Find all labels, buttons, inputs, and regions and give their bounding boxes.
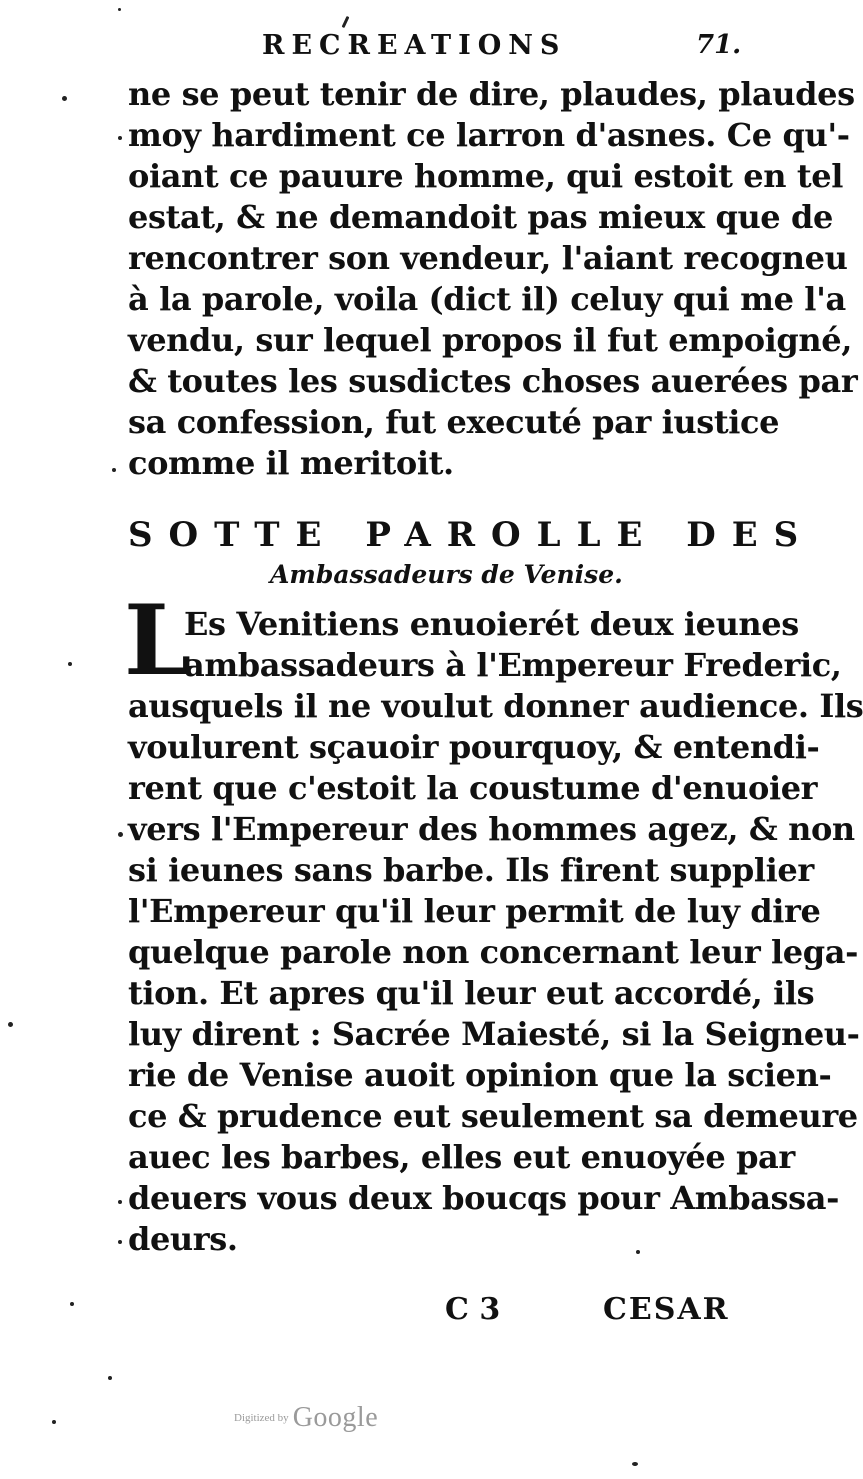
drop-cap: L: [124, 584, 192, 697]
scan-speck: [8, 1022, 13, 1027]
text-line: l'Empereur qu'il leur permit de luy dire: [128, 892, 821, 930]
text-line: deuers vous deux boucqs pour Ambassa-: [128, 1179, 839, 1217]
google-logo: Google: [292, 1402, 379, 1433]
section-subtitle: Ambassadeurs de Venise.: [270, 560, 623, 589]
scan-speck: [118, 832, 123, 837]
scan-speck: [62, 96, 67, 101]
text-line: à la parole, voila (dict il) celuy qui me l'a: [128, 280, 846, 318]
text-line: moy hardiment ce larron d'asnes. Ce qu'-: [128, 116, 850, 154]
text-line: rencontrer son vendeur, l'aiant recogneu: [128, 239, 848, 277]
catchword: CESAR: [603, 1292, 730, 1327]
scan-speck: [118, 8, 121, 11]
scan-speck: [632, 1462, 638, 1466]
scan-speck: [118, 136, 122, 140]
text-line: Es Venitiens enuoierét deux ieunes: [184, 605, 799, 643]
text-line: quelque parole non concernant leur lega-: [128, 933, 858, 971]
text-line: rie de Venise auoit opinion que la scien-: [128, 1056, 832, 1094]
scan-speck: [52, 1420, 56, 1424]
text-line: oiant ce pauure homme, qui estoit en tel: [128, 157, 843, 195]
scan-speck: [68, 662, 72, 666]
text-line: estat, & ne demandoit pas mieux que de: [128, 198, 833, 236]
text-line: vendu, sur lequel propos il fut empoigné,: [128, 321, 852, 359]
text-line: comme il meritoit.: [128, 444, 454, 482]
scan-speck: [636, 1250, 640, 1254]
text-line: deurs.: [128, 1220, 238, 1258]
running-title: RECREATIONS: [262, 30, 567, 61]
text-line: sa confession, fut executé par iustice: [128, 403, 780, 441]
digitization-watermark: [234, 1402, 378, 1434]
scan-speck: [70, 1302, 74, 1306]
signature-mark: C 3: [445, 1292, 501, 1327]
scan-speck: [112, 468, 116, 472]
text-line: tion. Et apres qu'il leur eut accordé, ils: [128, 974, 815, 1012]
text-line: si ieunes sans barbe. Ils firent supplier: [128, 851, 814, 889]
scan-speck: [118, 1240, 122, 1244]
page-number: 71.: [696, 30, 742, 60]
text-line: ambassadeurs à l'Empereur Frederic,: [184, 646, 842, 684]
watermark-prefix: Digitized by: [234, 1412, 289, 1424]
paragraph-2: [128, 604, 863, 1260]
text-line: auec les barbes, elles eut enuoyée par: [128, 1138, 795, 1176]
section-title: SOTTE PAROLLE DES: [128, 515, 815, 555]
text-line: luy dirent : Sacrée Maiesté, si la Seigneu-: [128, 1015, 860, 1053]
text-line: ausquels il ne voulut donner audience. Ils: [128, 687, 863, 725]
text-line: & toutes les susdictes choses auerées par: [128, 362, 858, 400]
text-line: vers l'Empereur des hommes agez, & non: [128, 810, 855, 848]
text-line: rent que c'estoit la coustume d'enuoier: [128, 769, 818, 807]
scan-speck: [118, 1200, 122, 1204]
scan-speck: [342, 16, 350, 28]
scan-speck: [108, 1376, 112, 1380]
text-line: ne se peut tenir de dire, plaudes, plaudes: [128, 75, 855, 113]
text-line: ce & prudence eut seulement sa demeure: [128, 1097, 858, 1135]
text-line: voulurent sçauoir pourquoy, & entendi-: [128, 728, 820, 766]
paragraph-1: [128, 74, 858, 484]
